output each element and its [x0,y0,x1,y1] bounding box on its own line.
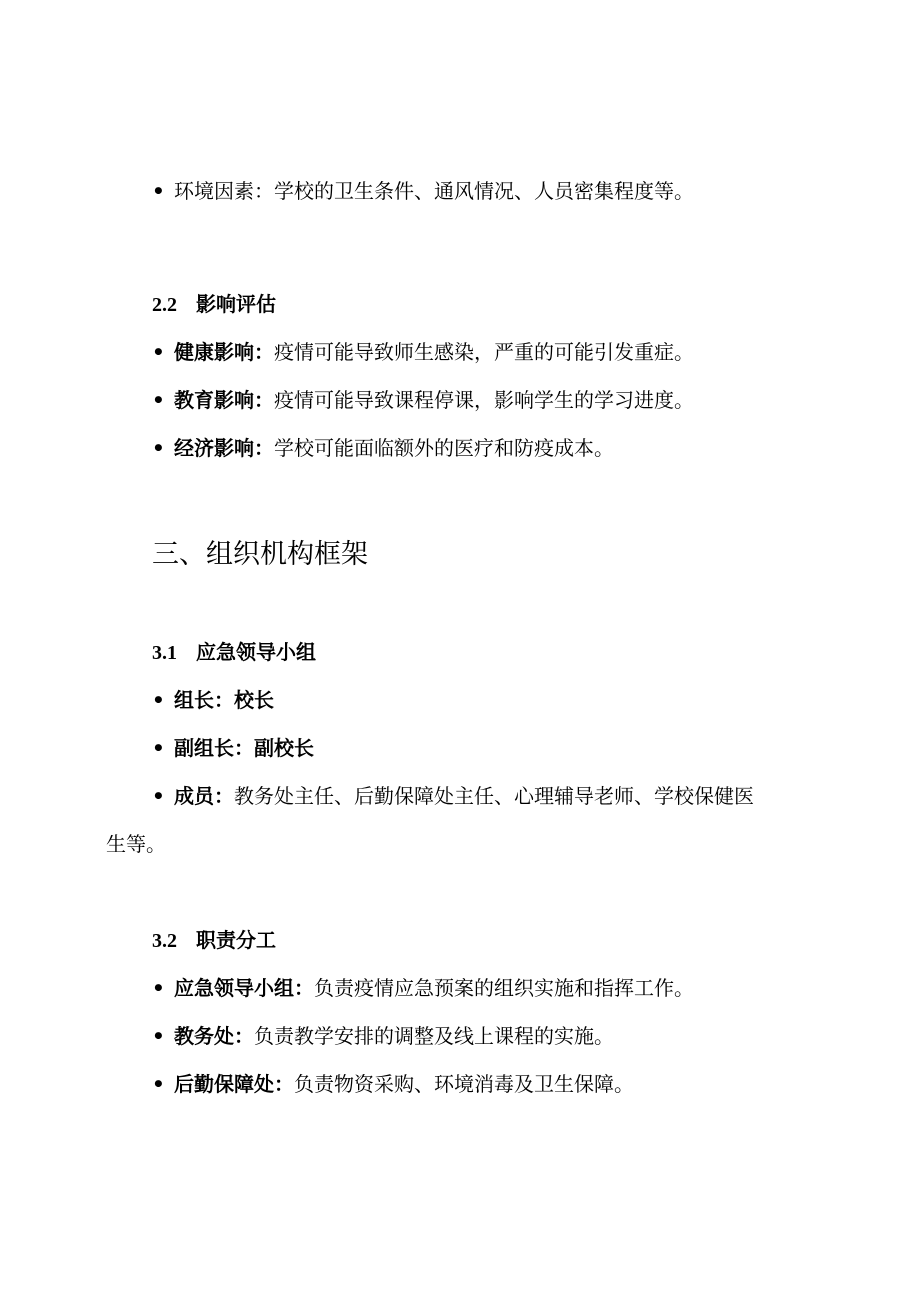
bullet: • [152,388,165,412]
section-title: 影响评估 [196,292,276,316]
list-item-environment [152,177,694,205]
bullet: • [152,688,165,712]
item-text: 疫情可能导致课程停课，影响学生的学习进度。 [274,388,694,412]
bullet: • [152,976,165,1000]
item-label: 经济影响： [174,436,274,460]
list-item-economic-impact [152,434,614,462]
bullet: • [152,736,165,760]
list-item-academic-office [152,1022,614,1050]
bullet: • [152,1024,165,1048]
item-text: 学校可能面临额外的医疗和防疫成本。 [274,436,614,460]
item-label: 健康影响： [174,340,274,364]
chapter-heading-3: 三、组织机构框架 [152,539,368,570]
section-heading-3-2 [152,926,276,955]
item-text: 副校长 [254,736,314,760]
list-item-members [152,782,754,810]
section-number: 3.2 [152,930,177,952]
item-label: 后勤保障处： [174,1072,294,1096]
list-item-logistics-office [152,1070,634,1098]
list-item-health-impact [152,338,694,366]
section-heading-2-2 [152,290,276,319]
item-text: 环境因素：学校的卫生条件、通风情况、人员密集程度等。 [174,179,694,203]
bullet: • [152,1072,165,1096]
section-number: 3.1 [152,642,177,664]
bullet: • [152,179,165,203]
item-text: 教务处主任、后勤保障处主任、心理辅导老师、学校保健医 [234,784,754,808]
item-label: 应急领导小组： [174,976,314,1000]
list-item-education-impact [152,386,694,414]
list-item-emergency-team [152,974,694,1002]
item-text: 疫情可能导致师生感染，严重的可能引发重症。 [274,340,694,364]
item-label: 组长： [174,688,234,712]
bullet: • [152,436,165,460]
item-text: 负责教学安排的调整及线上课程的实施。 [254,1024,614,1048]
section-title: 应急领导小组 [196,640,316,664]
list-item-leader [152,686,274,714]
item-text: 负责物资采购、环境消毒及卫生保障。 [294,1072,634,1096]
section-heading-3-1 [152,638,316,667]
item-label: 教务处： [174,1024,254,1048]
section-title: 职责分工 [196,928,276,952]
item-text: 负责疫情应急预案的组织实施和指挥工作。 [314,976,694,1000]
bullet: • [152,340,165,364]
section-number: 2.2 [152,294,177,316]
item-label: 副组长： [174,736,254,760]
item-label: 成员： [174,784,234,808]
bullet: • [152,784,165,808]
item-text: 校长 [234,688,274,712]
item-label: 教育影响： [174,388,274,412]
list-item-members-continuation: 生等。 [106,832,166,856]
list-item-vice-leader [152,734,314,762]
